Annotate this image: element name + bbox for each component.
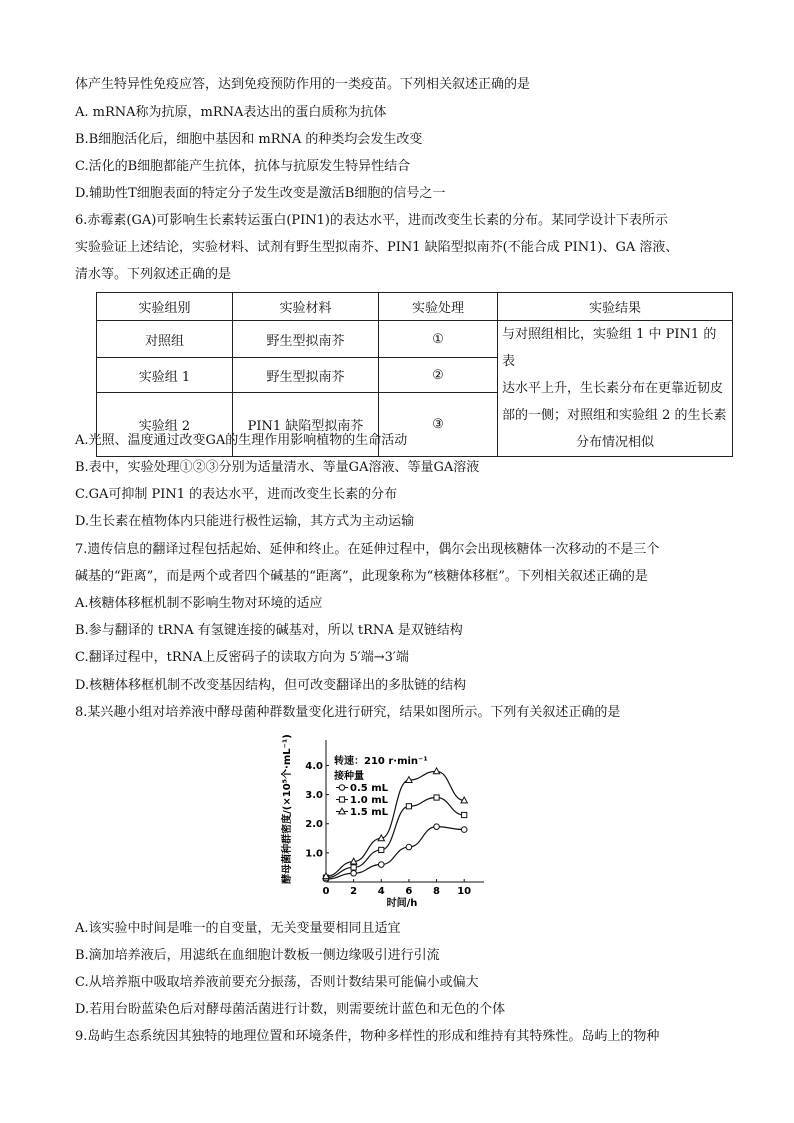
result-line: 达水平上升，生长素分布在更靠近韧皮 [502,381,724,396]
option-b: B.参与翻译的 tRNA 有氢键连接的碱基对，所以 tRNA 是双链结构 [75,623,463,638]
result-line: 分布情况相似 [575,435,654,450]
chart-svg [278,730,498,908]
option-c: C.从培养瓶中吸取培养液前要充分振荡，否则计数结果可能偏小或偏大 [75,975,479,990]
legend-label: 1.0 mL [350,795,388,806]
table-cell: PIN1 缺陷型拟南芥 [233,393,379,457]
option-a: A. mRNA称为抗原，mRNA表达出的蛋白质称为抗体 [75,105,387,120]
y-axis-label: 酵母菌种群密度/(×10⁵个·mL⁻¹) [282,734,293,884]
table-cell: ① [379,321,498,358]
option-a: A.该实验中时间是唯一的自变量，无关变量要相同且适宜 [75,921,401,936]
option-b: B.B细胞活化后，细胞中基因和 mRNA 的种类均会发生改变 [75,132,423,147]
option-a: A.光照、温度通过改变GA的生理作用影响植物的生命活动 [75,433,408,448]
yeast-density-chart [278,730,498,908]
series-line [326,827,464,879]
x-tick-label: 10 [457,886,472,897]
chart-title: 转速：210 r·min⁻¹ [334,756,428,767]
result-line: 部的一侧；对照组和实验组 2 的生长素 [502,408,727,423]
legend-label: 1.5 mL [350,807,388,818]
legend-title: 接种量 [334,771,364,782]
table-cell: 对照组 [97,321,233,358]
table-cell: 野生型拟南芥 [233,358,379,393]
option-d: D.辅助性T细胞表面的特定分子发生改变是激活B细胞的信号之一 [75,186,446,201]
data-point [378,862,384,868]
option-c: C.GA可抑制 PIN1 的表达水平，进而改变生长素的分布 [75,487,398,502]
data-point [351,865,356,870]
table-row [97,321,733,358]
table-cell: 实验组 2 [97,393,233,457]
data-point [379,847,384,852]
data-point [433,768,439,774]
table-cell: 野生型拟南芥 [233,321,379,358]
question-9: 9.岛屿生态系统因其独特的地理位置和环境条件，物种多样性的形成和维持有其特殊性。岛屿上的物种 [75,1029,660,1044]
text-line: 碱基的“距离”，而是两个或者四个碱基的“距离”，此现象称为“核糖体移框”。下列相关叙述正确的是 [75,569,648,584]
option-c: C.活化的B细胞都能产生抗体，抗体与抗原发生特异性结合 [75,159,411,174]
legend [336,783,389,818]
legend-label: 0.5 mL [350,783,388,794]
x-tick-label: 4 [377,886,385,897]
y-tick-label: 4.0 [305,760,323,772]
x-tick-label: 8 [433,886,441,897]
data-point [351,870,357,876]
table-cell: 实验组 1 [97,358,233,393]
text-line: 实验验证上述结论，实验材料、试剂有野生型拟南芥、PIN1 缺陷型拟南芥(不能合成 PIN1)、GA 溶液、 [75,240,679,255]
table-header-cell: 实验结果 [498,293,733,321]
y-tick-label: 3.0 [305,790,323,802]
option-d: D.核糖体移框机制不改变基因结构，但可改变翻译出的多肽链的结构 [75,678,467,693]
data-point [462,812,467,817]
x-tick-label: 0 [322,886,330,897]
plot-area [323,768,468,882]
data-point [434,824,440,830]
option-c: C.翻译过程中，tRNA上反密码子的读取方向为 5′端→3′端 [75,650,409,665]
table-header-cell: 实验处理 [379,293,498,321]
question-8: 8.某兴趣小组对培养液中酵母菌种群数量变化进行研究，结果如图所示。下列有关叙述正确的是 [75,705,621,720]
data-point [461,827,467,833]
result-line: 与对照组相比，实验组 1 中 PIN1 的表 [502,327,717,369]
data-point [406,804,411,809]
x-axis-label: 时间/h [386,898,418,908]
option-b: B.滴加培养液后，用滤纸在血细胞计数板一侧边缘吸引进行引流 [75,948,440,963]
text-line: 体产生特异性免疫应答，达到免疫预防作用的一类疫苗。下列相关叙述正确的是 [75,77,531,92]
result-cell [498,321,733,457]
x-tick-label: 6 [405,886,413,897]
y-tick-label: 2.0 [305,819,323,831]
y-tick-label: 1.0 [305,848,323,860]
table-header-cell: 实验材料 [233,293,379,321]
question-6: 6.赤霉素(GA)可影响生长素转运蛋白(PIN1)的表达水平，进而改变生长素的分布。某同学设计下表所示 [75,213,668,228]
table-header-row [97,293,733,321]
text-line: 清水等。下列叙述正确的是 [75,267,232,282]
x-tick-label: 2 [350,886,358,897]
option-d: D.生长素在植物体内只能进行极性运输，其方式为主动运输 [75,514,415,529]
data-point [339,797,344,802]
table-cell: ② [379,358,498,393]
table-cell: ③ [379,393,498,457]
data-point [406,844,412,850]
option-a: A.核糖体移框机制不影响生物对环境的适应 [75,596,323,611]
data-point [434,795,439,800]
option-b: B.表中，实验处理①②③分别为适量清水、等量GA溶液、等量GA溶液 [75,460,480,475]
data-point [339,785,345,791]
option-d: D.若用台盼蓝染色后对酵母菌活菌进行计数，则需要统计蓝色和无色的个体 [75,1002,506,1017]
table-header-cell: 实验组别 [97,293,233,321]
question-7: 7.遗传信息的翻译过程包括起始、延伸和终止。在延伸过程中，偶尔会出现核糖体一次移动的不是三个 [75,542,660,557]
